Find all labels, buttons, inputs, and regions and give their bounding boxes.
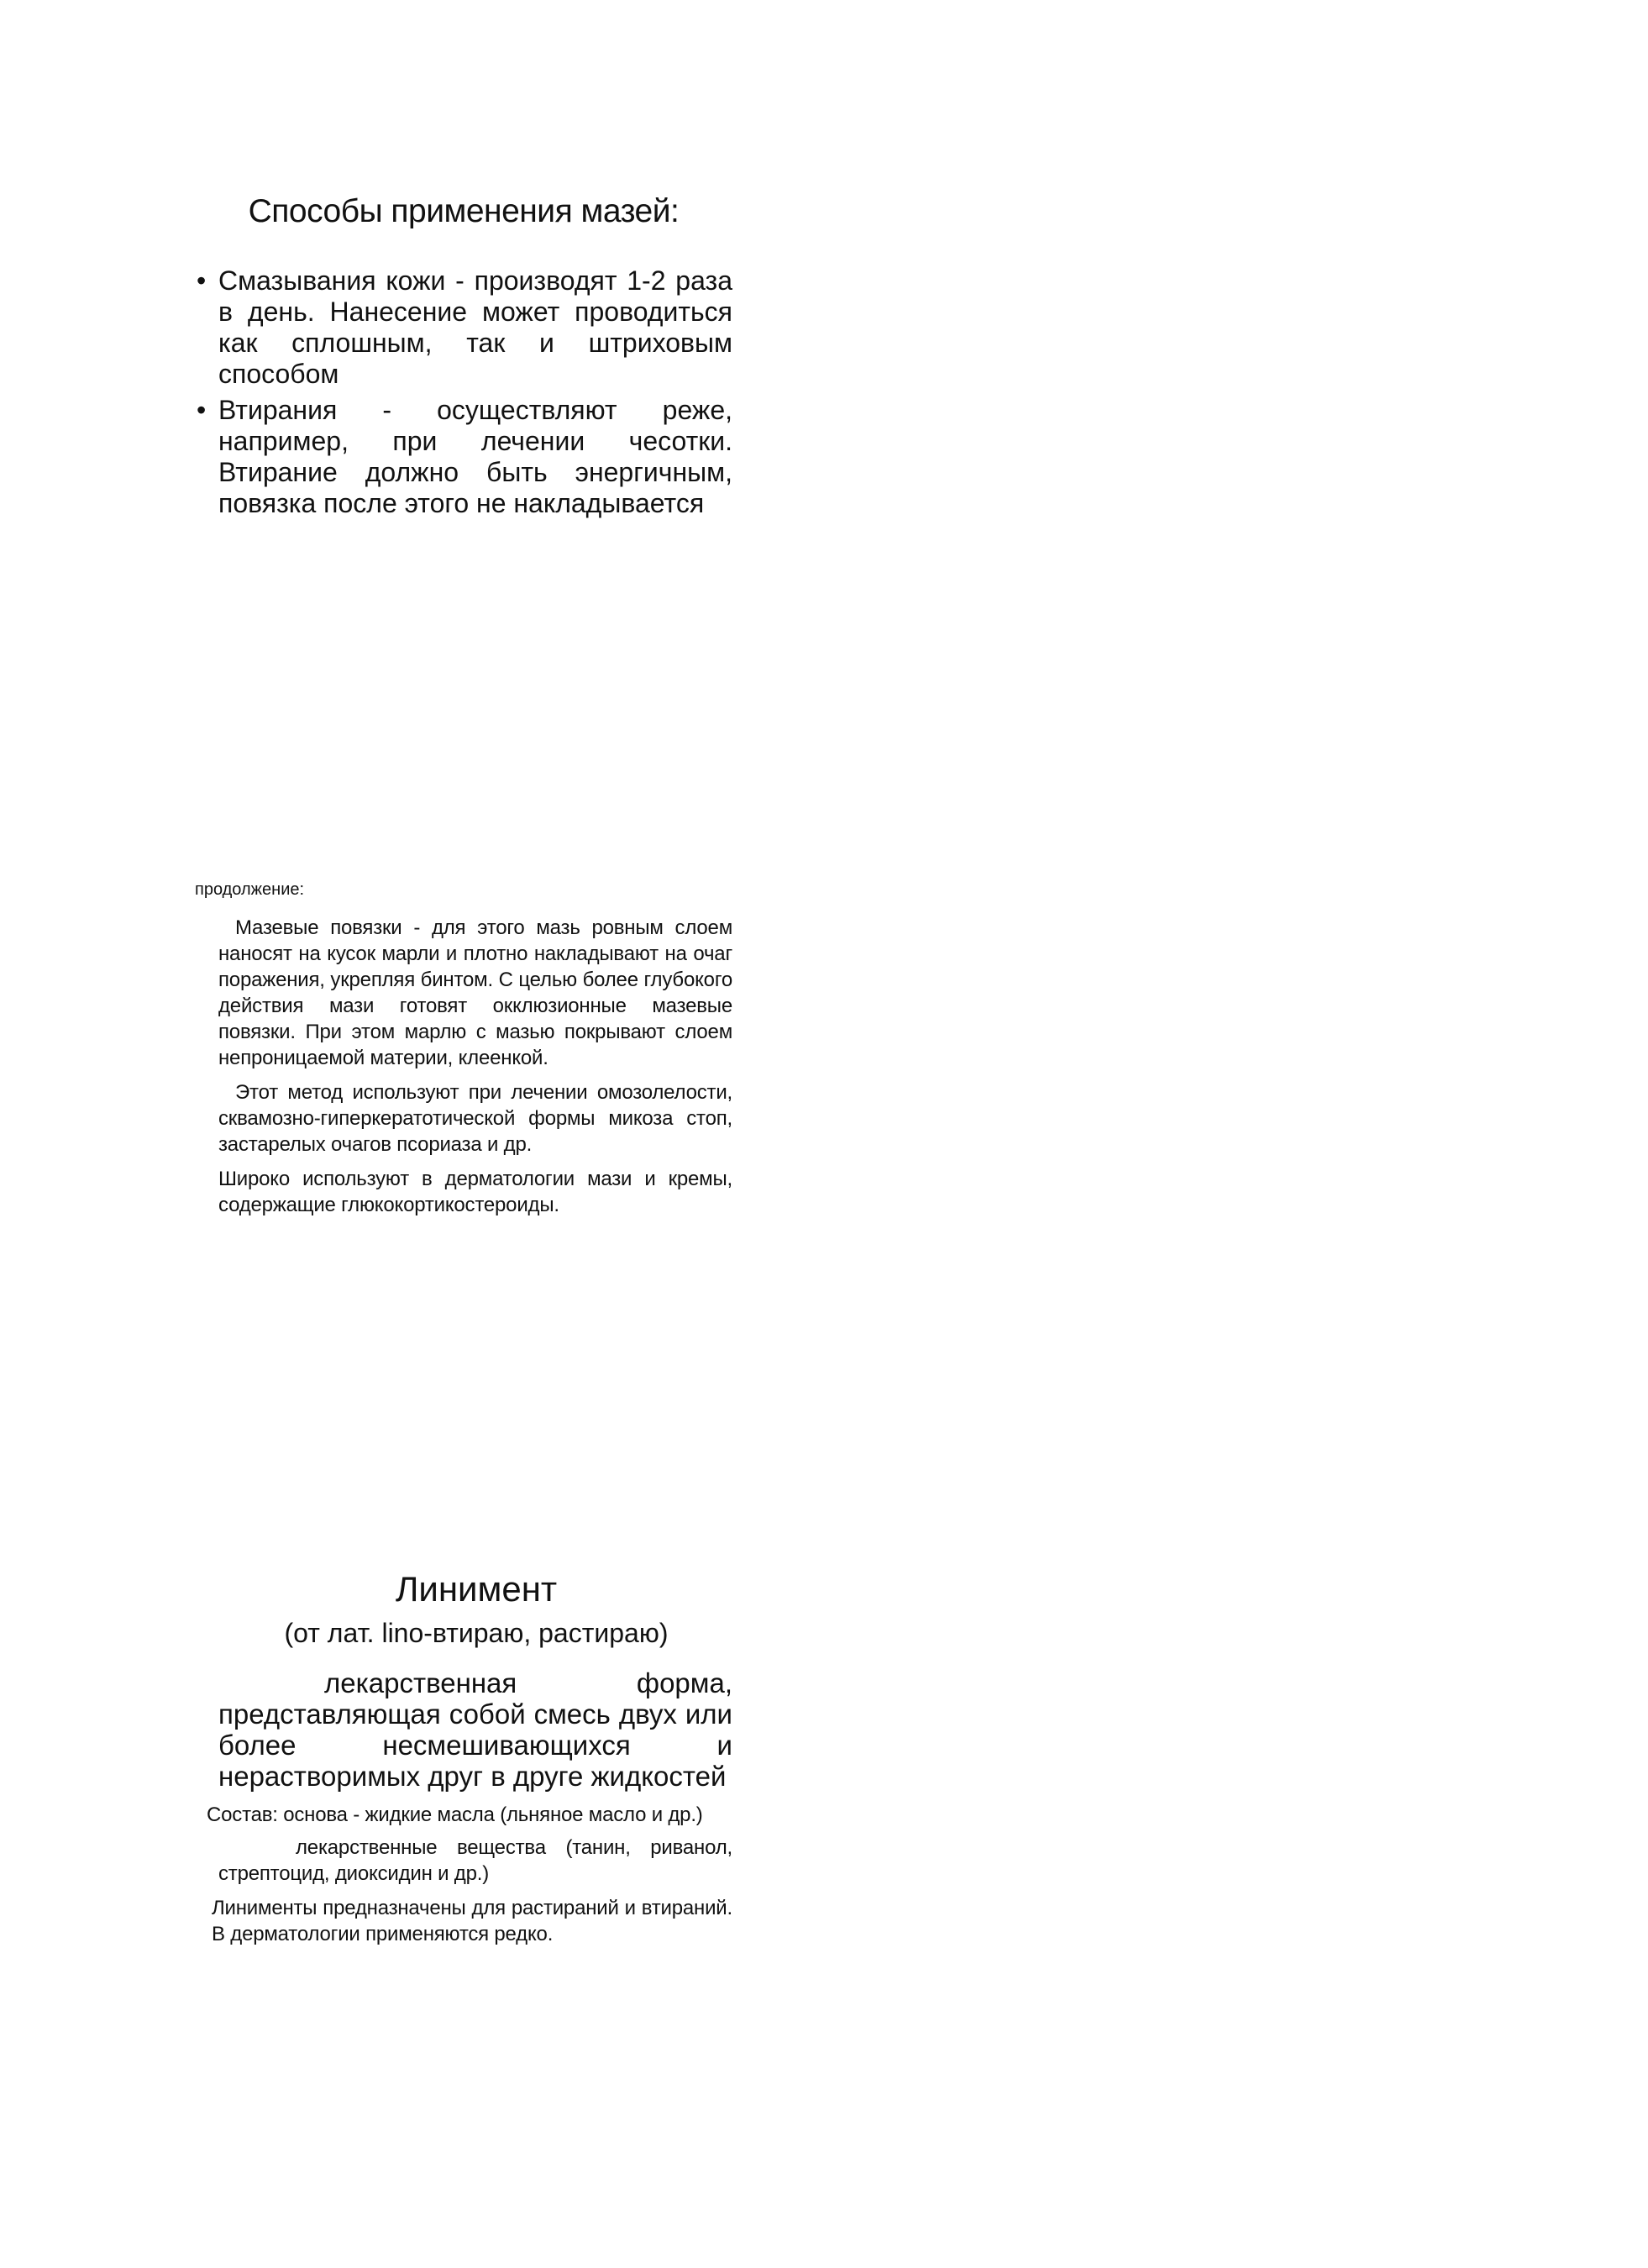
slide-ointment-dressings [195,880,732,1226]
slide-liniment [195,1569,732,1947]
list-item [195,265,732,390]
slide-subtitle: (от лат. lino-втираю, растираю) [284,1618,669,1648]
continued-label: продолжение: [195,880,305,899]
definition-text: лекарственная форма, представляющая собой смесь двух или более несмешивающихся и нерастворимых друг в друге жидкостей [218,1667,732,1792]
bullet-icon: • [197,395,207,425]
composition-base-text: Состав: основа - жидкие масла (льняное масло и др.) [207,1803,703,1826]
paragraph-dressings: Мазевые повязки - для этого мазь ровным слоем наносят на кусок марли и плотно накладывают на очаг поражения, укрепляя бинтом. С целью более глубокого действия мази готовят окклюзионные мазевые повязки. При этом марлю с мазью покрывают слоем непроницаемой материи, клеенкой. [218,916,732,1069]
list-item-text: Смазывания кожи - производят 1-2 раза в день. Нанесение может проводиться как сплошным, так и штриховым способом [218,265,732,389]
slide-title: Способы применения мазей: [248,193,680,229]
list-item-text: Втирания - осуществляют реже, например, при лечении чесотки. Втирание должно быть энергичным, повязка после этого не накладывается [218,395,732,518]
usage-text: Линименты предназначены для растираний и втираний. В дерматологии применяются редко. [212,1897,732,1945]
list-item [195,395,732,519]
slide-ointment-application-methods [195,193,732,524]
methods-list [195,265,732,519]
paragraph-method-usage: Этот метод используют при лечении омозолелости, сквамозно-гиперкератотической формы микоза стоп, застарелых очагов псориаза и др. [218,1081,732,1156]
paragraph-glucocorticoids: Широко используют в дерматологии мази и кремы, содержащие глюкокортикостероиды. [218,1168,732,1216]
slide-title: Линимент [395,1569,558,1609]
bullet-icon: • [197,265,207,296]
composition-drugs-text: лекарственные вещества (танин, риванол, стрептоцид, диоксидин и др.) [218,1836,732,1885]
